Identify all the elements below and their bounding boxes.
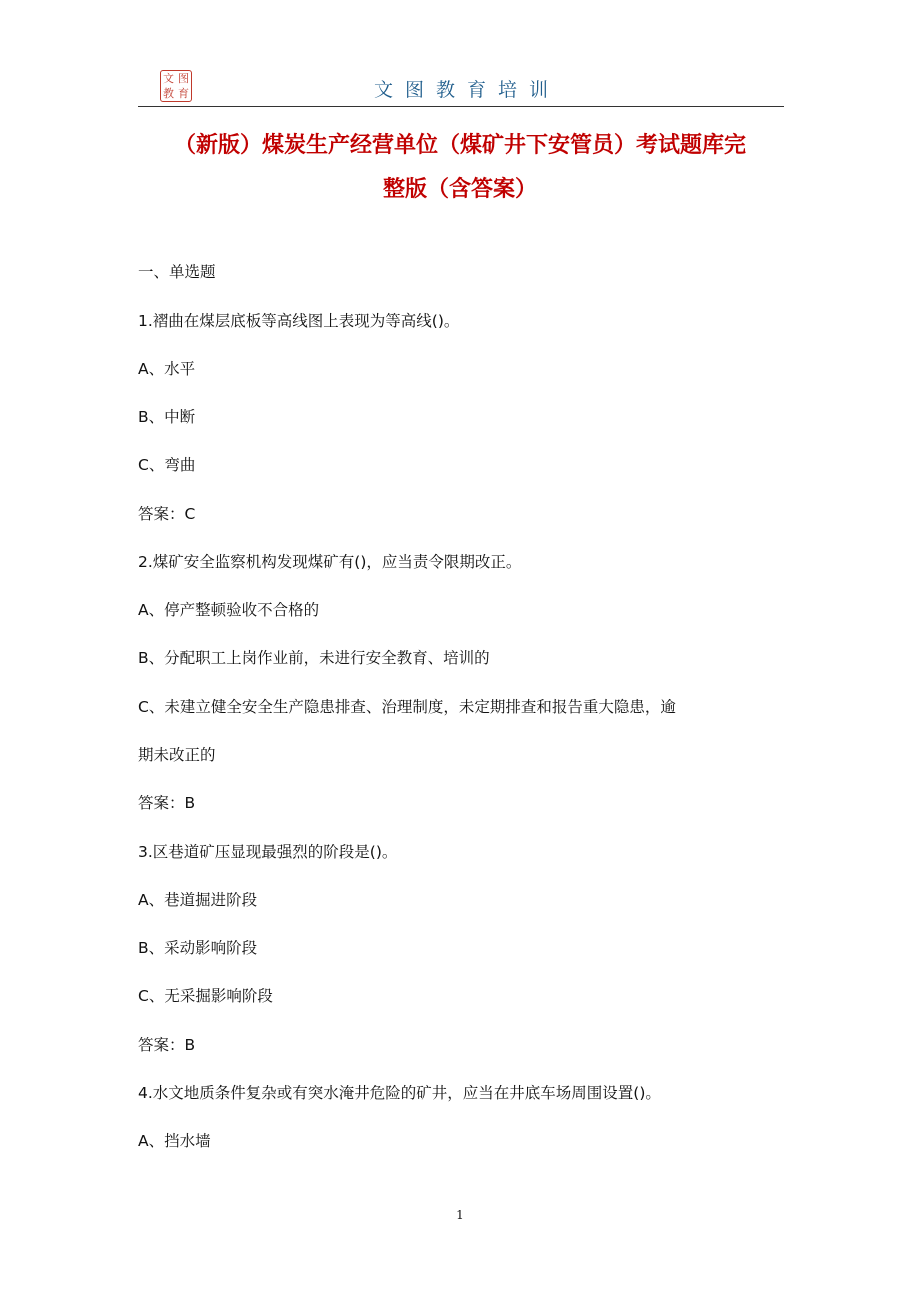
- option-text: B、采动影响阶段: [138, 939, 258, 957]
- option-text: B、中断: [138, 408, 196, 426]
- document-title: [130, 124, 790, 212]
- question-text: 4.水文地质条件复杂或有突水淹井危险的矿井，应当在井底车场周围设置()。: [138, 1084, 661, 1102]
- option-text: A、水平: [138, 360, 196, 378]
- option-text: A、挡水墙: [138, 1132, 211, 1150]
- logo-char: 育: [178, 87, 189, 100]
- option-text: C、无采掘影响阶段: [138, 987, 273, 1005]
- logo-char: 文: [163, 72, 174, 85]
- option-text: A、停产整顿验收不合格的: [138, 601, 320, 619]
- question-text: 1.褶曲在煤层底板等高线图上表现为等高线()。: [138, 312, 460, 330]
- question-text: 3.区巷道矿压显现最强烈的阶段是()。: [138, 843, 398, 861]
- page-header: [138, 66, 784, 106]
- title-line: 整版（含答案）: [382, 177, 537, 202]
- answer-text: 答案：B: [138, 794, 196, 812]
- option-text-continued: 期未改正的: [138, 746, 216, 764]
- question-text: 2.煤矿安全监察机构发现煤矿有()，应当责令限期改正。: [138, 553, 522, 571]
- option-text: C、弯曲: [138, 456, 196, 474]
- answer-text: 答案：C: [138, 505, 196, 523]
- logo-char: 教: [163, 87, 174, 100]
- header-divider: [138, 106, 784, 107]
- option-text: C、未建立健全安全生产隐患排查、治理制度，未定期排查和报告重大隐患，逾: [138, 698, 676, 716]
- page-number: 1: [456, 1208, 464, 1222]
- answer-text: 答案：B: [138, 1036, 196, 1054]
- option-text: B、分配职工上岗作业前，未进行安全教育、培训的: [138, 649, 490, 667]
- title-line: （新版）煤炭生产经营单位（煤矿井下安管员）考试题库完: [173, 133, 746, 158]
- section-heading: 一、单选题: [138, 263, 216, 281]
- logo-char: 图: [178, 72, 189, 85]
- header-title: 文图教育培训: [373, 79, 560, 101]
- option-text: A、巷道掘进阶段: [138, 891, 258, 909]
